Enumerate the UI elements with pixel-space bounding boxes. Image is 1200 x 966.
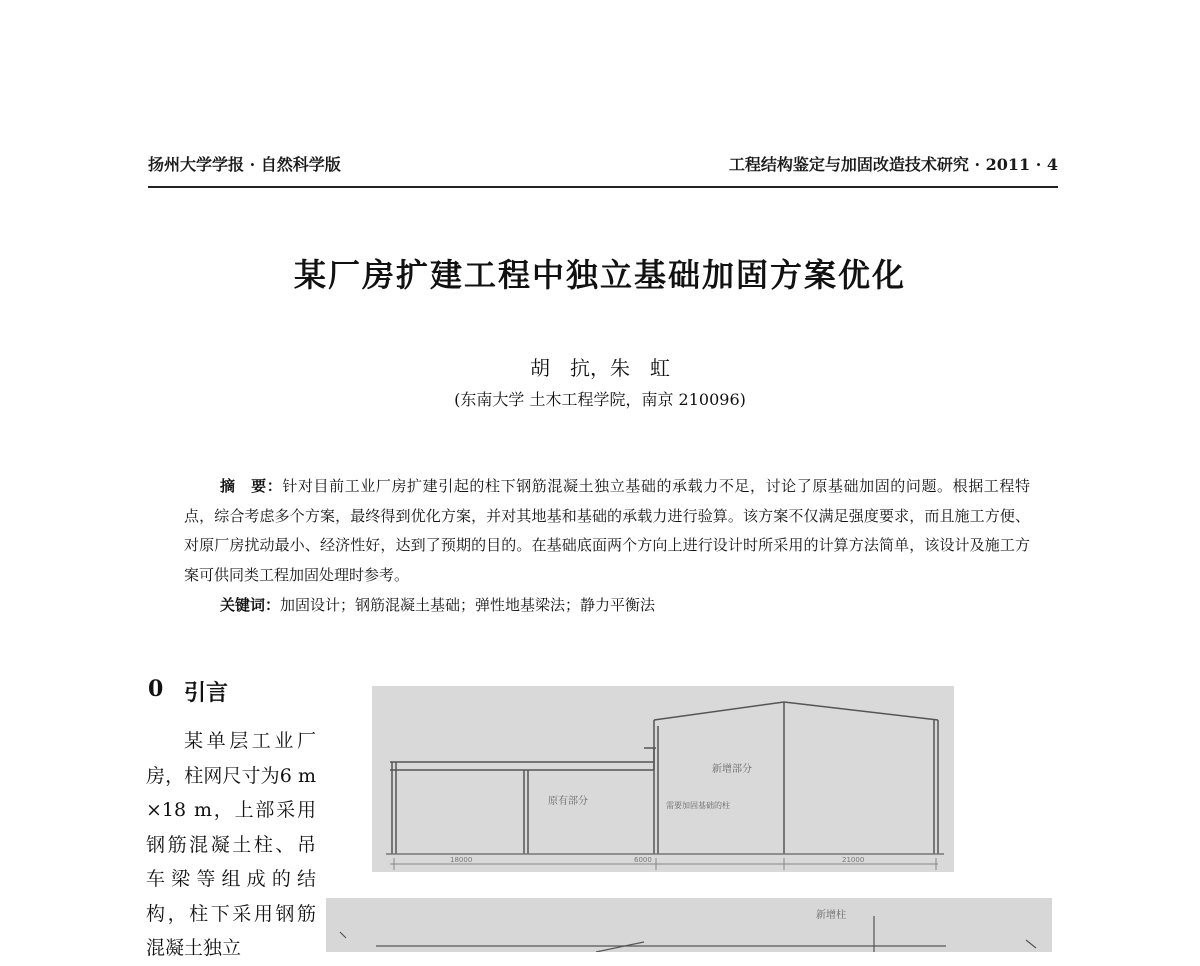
figure-1-elevation <box>372 686 954 872</box>
issue-info: 工程结构鉴定与加固改造技术研究 · 2011 · 4 <box>728 155 1058 174</box>
abstract-text: 针对目前工业厂房扩建引起的柱下钢筋混凝土独立基础的承载力不足，讨论了原基础加固的问题。根据工程特点，综合考虑多个方案，最终得到优化方案，并对其地基和基础的承载力进行验算。该方案不仅满足强度要求，而且施工方便、对原厂房扰动最小、经济性好，达到了预期的目的。在基础底面两个方向上进行设计时所采用的计算方法简单，该设计及施工方案可供同类工程加固处理时参考。 <box>184 477 1030 584</box>
keywords-text: 加固设计；钢筋混凝土基础；弹性地基梁法；静力平衡法 <box>280 596 656 614</box>
abstract <box>184 472 1030 590</box>
keywords-label: 关键词： <box>220 596 281 614</box>
figure-1-drawing <box>372 686 954 872</box>
paper-title: 某厂房扩建工程中独立基础加固方案优化 <box>293 256 906 294</box>
authors: 胡 抗，朱 虹 <box>530 356 670 380</box>
label-new-column: 新增柱 <box>816 910 846 921</box>
label-existing-part: 原有部分 <box>548 796 588 807</box>
affiliation: (东南大学 土木工程学院，南京 210096) <box>454 390 746 409</box>
body-text: 某单层工业厂房，柱网尺寸为6 m×18 m，上部采用钢筋混凝土柱、吊车梁等组成的结构，柱下采用钢筋混凝土独立 <box>146 730 316 959</box>
abstract-label: 摘 要： <box>220 477 283 495</box>
section-number: 0 <box>148 676 164 702</box>
section-title: 引言 <box>184 681 229 706</box>
keywords <box>220 594 655 615</box>
figure-2-drawing <box>326 898 1052 952</box>
figure-2-plan <box>326 898 1052 952</box>
dim-right: 21000 <box>842 856 865 864</box>
dim-left: 18000 <box>450 856 473 864</box>
label-new-part: 新增部分 <box>712 764 752 775</box>
header-rule <box>148 186 1058 188</box>
dim-mid: 6000 <box>634 856 652 864</box>
label-reinforce-column: 需要加固基础的柱 <box>666 801 730 810</box>
journal-name: 扬州大学学报 · 自然科学版 <box>148 155 341 174</box>
